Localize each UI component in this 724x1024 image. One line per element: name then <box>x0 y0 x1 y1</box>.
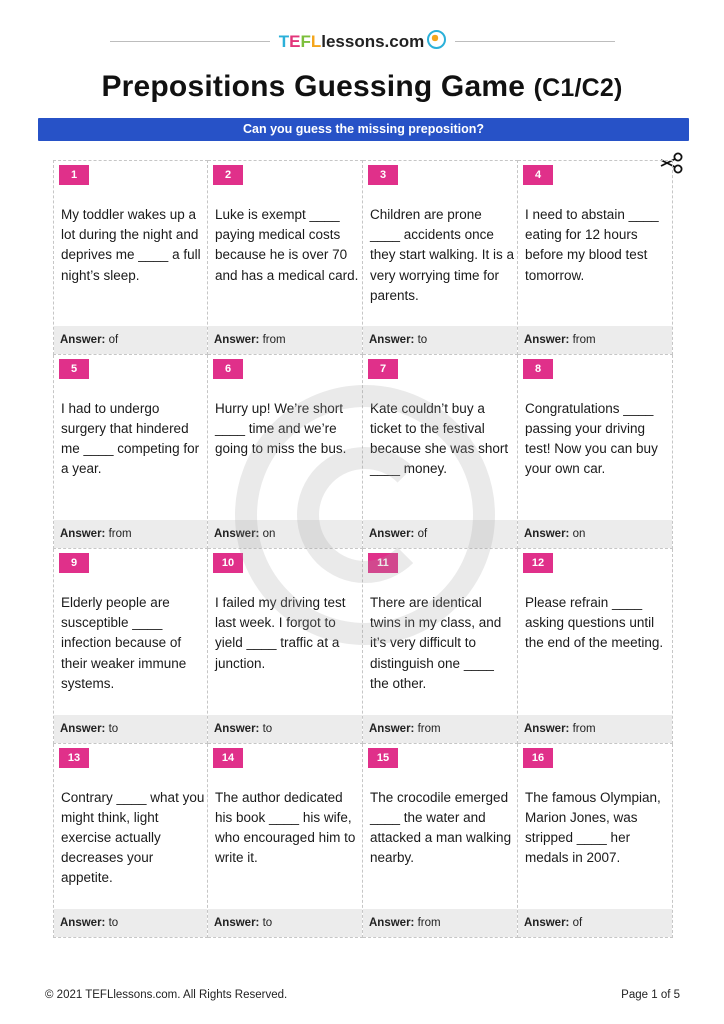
question-card <box>53 549 208 744</box>
question-text: My toddler wakes up a lot during the night and deprives me ____ a full night’s sleep. <box>61 207 201 283</box>
question-card <box>363 549 518 744</box>
question-card <box>363 355 518 550</box>
tefl-logo: TEFLlessons.com <box>275 30 450 52</box>
answer-bar <box>208 326 362 354</box>
card-number-badge: 5 <box>59 359 89 379</box>
answer-bar <box>363 520 517 548</box>
answer-text: from <box>572 722 596 735</box>
answer-text: on <box>262 528 276 540</box>
question-text: The famous Olympian, Marion Jones, was stripped ____ her medals in 2007. <box>525 789 661 866</box>
question-text: The author dedicated his book ____ his wife, who encouraged him to write it. <box>215 789 356 866</box>
question-card <box>518 744 673 939</box>
level-text: (C1/C2) <box>533 74 623 102</box>
answer-label: Answer: <box>369 917 415 929</box>
question-text: There are identical twins in my class, and it’s very difficult to distinguish one ____ the other. <box>370 595 502 691</box>
globe-icon <box>427 30 446 49</box>
answer-text: on <box>572 528 586 540</box>
answer-label: Answer: <box>214 528 260 540</box>
answer-label: Answer: <box>60 333 106 346</box>
page-title <box>0 70 724 104</box>
question-text: Hurry up! We’re short ____ time and we’re going to miss the bus. <box>215 400 347 456</box>
question-card <box>208 355 363 550</box>
question-text: Contrary ____ what you might think, light exercise actually decreases your appetite. <box>61 789 205 886</box>
question-card <box>208 744 363 939</box>
question-card <box>208 549 363 744</box>
question-card <box>53 744 208 939</box>
question-card <box>363 744 518 939</box>
answer-label: Answer: <box>60 722 106 735</box>
answer-bar <box>208 520 362 548</box>
question-text: I had to undergo surgery that hindered me ____ competing for a year. <box>61 400 200 477</box>
answer-bar <box>518 326 672 354</box>
answer-bar <box>363 715 517 743</box>
answer-bar <box>363 326 517 354</box>
answer-bar <box>54 326 207 354</box>
card-number-badge: 12 <box>523 553 553 573</box>
logo-row <box>110 30 615 54</box>
answer-label: Answer: <box>214 333 260 346</box>
footer-page-number: Page 1 of 5 <box>621 989 680 1001</box>
answer-label: Answer: <box>524 917 570 929</box>
answer-bar <box>363 909 517 937</box>
answer-label: Answer: <box>60 917 106 929</box>
card-number-badge: 4 <box>523 165 553 185</box>
question-text: Elderly people are susceptible ____ infection because of their weaker immune systems. <box>61 595 187 691</box>
question-card <box>208 160 363 355</box>
card-number-badge: 16 <box>523 748 553 768</box>
card-number-badge: 14 <box>213 748 243 768</box>
card-number-badge: 10 <box>213 553 243 573</box>
answer-text: of <box>108 333 119 346</box>
answer-text: to <box>262 917 273 929</box>
question-text: Please refrain ____ asking questions until the end of the meeting. <box>525 595 664 651</box>
card-number-badge: 1 <box>59 165 89 185</box>
answer-bar <box>54 909 207 937</box>
answer-text: to <box>108 917 119 929</box>
answer-text: of <box>417 528 428 540</box>
answer-bar <box>54 520 207 548</box>
card-number-badge: 2 <box>213 165 243 185</box>
answer-text: of <box>572 917 583 929</box>
question-text: Kate couldn’t buy a ticket to the festival because she was short ____ money. <box>370 400 509 477</box>
answer-text: to <box>108 722 119 735</box>
question-text: The crocodile emerged ____ the water and attacked a man walking nearby. <box>370 789 512 866</box>
answer-label: Answer: <box>369 528 415 540</box>
card-number-badge: 3 <box>368 165 398 185</box>
title-text: Prepositions Guessing Game <box>101 70 526 103</box>
card-number-badge: 6 <box>213 359 243 379</box>
card-number-badge: 7 <box>368 359 398 379</box>
answer-label: Answer: <box>60 528 106 540</box>
answer-label: Answer: <box>369 333 415 346</box>
answer-text: from <box>108 528 132 540</box>
logo-divider-right <box>455 41 615 42</box>
answer-bar <box>54 715 207 743</box>
answer-text: from <box>262 333 286 346</box>
answer-bar <box>518 520 672 548</box>
question-card <box>53 355 208 550</box>
answer-label: Answer: <box>524 333 570 346</box>
instruction-banner: Can you guess the missing preposition? <box>38 118 689 141</box>
question-text: I failed my driving test last week. I forgot to yield ____ traffic at a junction. <box>215 595 346 671</box>
card-number-badge: 11 <box>368 553 398 573</box>
question-text: Luke is exempt ____ paying medical costs because he is over 70 and has a medical card. <box>215 207 359 283</box>
question-card <box>518 160 673 355</box>
answer-text: from <box>417 722 441 735</box>
answer-text: from <box>417 917 441 929</box>
answer-text: to <box>262 722 273 735</box>
answer-bar <box>518 715 672 743</box>
answer-bar <box>208 715 362 743</box>
question-text: Congratulations ____ passing your driving test! Now you can buy your own car. <box>525 400 658 477</box>
answer-bar <box>208 909 362 937</box>
question-card <box>518 355 673 550</box>
card-number-badge: 15 <box>368 748 398 768</box>
card-grid <box>53 160 673 938</box>
answer-text: from <box>572 333 596 346</box>
answer-label: Answer: <box>524 528 570 540</box>
answer-label: Answer: <box>369 722 415 735</box>
question-text: I need to abstain ____ eating for 12 hours before my blood test tomorrow. <box>525 207 659 283</box>
card-number-badge: 9 <box>59 553 89 573</box>
question-card <box>518 549 673 744</box>
footer-copyright: © 2021 TEFLlessons.com. All Rights Reserved. <box>45 989 288 1001</box>
question-card <box>53 160 208 355</box>
answer-text: to <box>417 333 428 346</box>
card-number-badge: 13 <box>59 748 89 768</box>
answer-label: Answer: <box>524 722 570 735</box>
answer-label: Answer: <box>214 917 260 929</box>
answer-bar <box>518 909 672 937</box>
answer-label: Answer: <box>214 722 260 735</box>
logo-divider-left <box>110 41 270 42</box>
question-text: Children are prone ____ accidents once they start walking. It is a very worrying time for parents. <box>370 207 515 303</box>
question-card <box>363 160 518 355</box>
card-number-badge: 8 <box>523 359 553 379</box>
